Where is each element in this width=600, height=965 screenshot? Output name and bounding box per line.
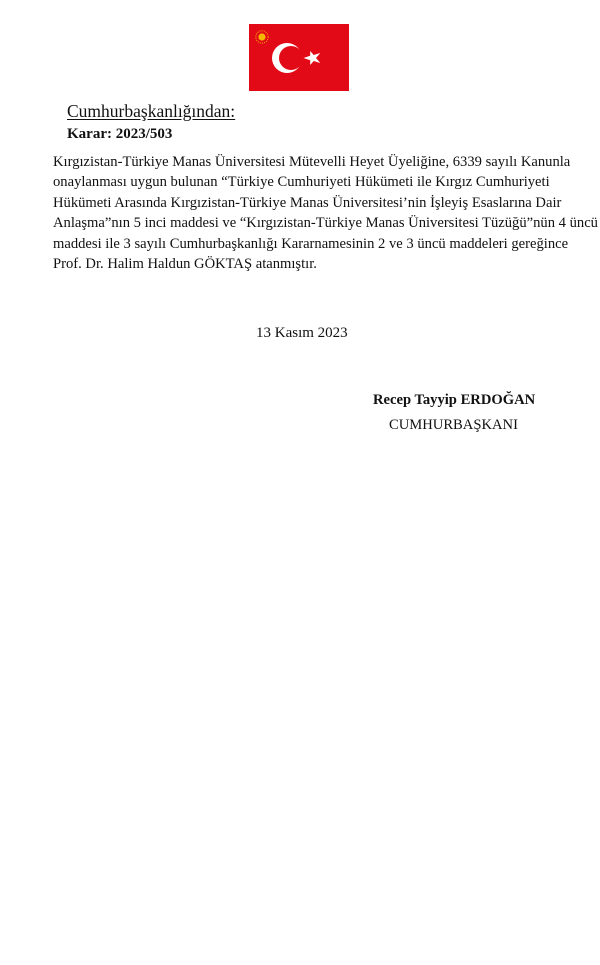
decision-date: 13 Kasım 2023 [256,325,348,341]
signatory-name: Recep Tayyip ERDOĞAN [373,392,536,408]
body-line: maddesi ile 3 sayılı Cumhurbaşkanlığı Kararnamesinin 2 ve 3 üncü maddeleri gereğince [53,235,569,252]
body-line: onaylanması uygun bulunan “Türkiye Cumhuriyeti Hükümeti ile Kırgız Cumhuriyeti [53,174,550,191]
body-line: Kırgızistan-Türkiye Manas Üniversitesi Mütevelli Heyet Üyeliğine, 6339 sayılı Kanunla [53,154,571,170]
body-line: Anlaşma”nın 5 inci maddesi ve “Kırgızistan-Türkiye Manas Üniversitesi Tüzüğü”nün 4 üncü [53,215,598,232]
body-line: Prof. Dr. Halim Haldun GÖKTAŞ atanmıştır. [53,255,317,272]
turkish-presidential-flag-icon [249,24,349,91]
decision-body [53,152,598,274]
issuer-heading: Cumhurbaşkanlığından: [67,101,236,121]
signatory-title: CUMHURBAŞKANI [389,417,518,433]
body-line: Hükümeti Arasında Kırgızistan-Türkiye Manas Üniversitesi’nin İşleyiş Esaslarına Dair [53,194,562,211]
decision-number: Karar: 2023/503 [67,126,173,142]
